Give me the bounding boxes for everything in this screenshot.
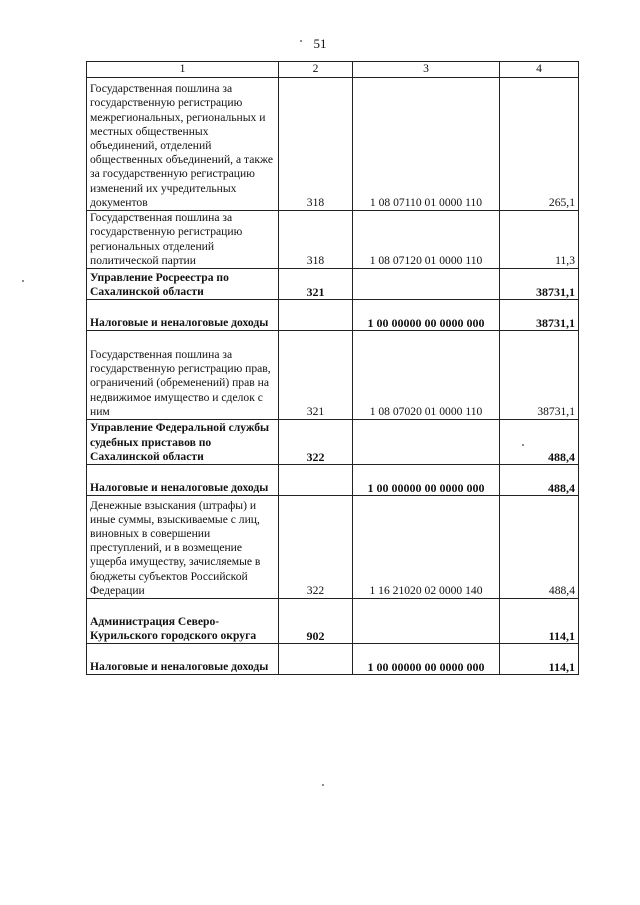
amount-cell: 488,4 [500, 420, 579, 465]
admin-code-cell: 322 [279, 496, 353, 599]
admin-code-cell: 322 [279, 420, 353, 465]
amount-cell: 488,4 [500, 496, 579, 599]
revenue-name-cell: Налоговые и неналоговые доходы [87, 644, 279, 675]
budget-classification-cell [353, 420, 500, 465]
table-row [87, 599, 579, 644]
admin-code-cell [279, 644, 353, 675]
budget-classification-cell: 1 00 00000 00 0000 000 [353, 465, 500, 496]
amount-cell: 114,1 [500, 599, 579, 644]
revenue-name-cell: Администрация Северо-Курильского городского округа [87, 599, 279, 644]
revenue-name-cell: Управление Федеральной службы судебных приставов по Сахалинской области [87, 420, 279, 465]
revenue-name-cell: Денежные взыскания (штрафы) и иные суммы, взыскиваемые с лиц, виновных в совершении преступлений, и в возмещение ущерба имуществу, зачисляемые в бюджеты субъектов Российской Федерации [87, 496, 279, 599]
scan-speck [322, 784, 324, 786]
admin-code-cell: 318 [279, 211, 353, 269]
admin-code-cell: 318 [279, 78, 353, 211]
admin-code-cell: 321 [279, 269, 353, 300]
budget-classification-cell: 1 08 07110 01 0000 110 [353, 78, 500, 211]
column-header: 3 [353, 62, 500, 78]
revenue-name-cell: Государственная пошлина за государственную регистрацию региональных отделений политической партии [87, 211, 279, 269]
table-row [87, 420, 579, 465]
table-row [87, 465, 579, 496]
amount-cell: 114,1 [500, 644, 579, 675]
budget-classification-cell: 1 00 00000 00 0000 000 [353, 300, 500, 331]
table-row [87, 496, 579, 599]
revenue-table [86, 61, 579, 675]
column-header: 2 [279, 62, 353, 78]
revenue-name-cell: Управление Росреестра по Сахалинской области [87, 269, 279, 300]
admin-code-cell [279, 465, 353, 496]
budget-classification-cell [353, 269, 500, 300]
table-row [87, 331, 579, 420]
admin-code-cell: 902 [279, 599, 353, 644]
budget-classification-cell: 1 08 07020 01 0000 110 [353, 331, 500, 420]
budget-classification-cell: 1 16 21020 02 0000 140 [353, 496, 500, 599]
table-row [87, 78, 579, 211]
revenue-name-cell: Государственная пошлина за государственную регистрацию прав, ограничений (обременений) прав на недвижимое имущество и сделок с ним [87, 331, 279, 420]
admin-code-cell: 321 [279, 331, 353, 420]
amount-cell: 38731,1 [500, 269, 579, 300]
table-row [87, 644, 579, 675]
table-row [87, 211, 579, 269]
amount-cell: 38731,1 [500, 331, 579, 420]
amount-cell: 11,3 [500, 211, 579, 269]
scan-speck [22, 280, 24, 282]
column-header: 4 [500, 62, 579, 78]
revenue-name-cell: Налоговые и неналоговые доходы [87, 465, 279, 496]
budget-classification-cell [353, 599, 500, 644]
table-row [87, 300, 579, 331]
amount-cell: 38731,1 [500, 300, 579, 331]
column-header: 1 [87, 62, 279, 78]
budget-classification-cell: 1 08 07120 01 0000 110 [353, 211, 500, 269]
amount-cell: 488,4 [500, 465, 579, 496]
scan-speck [300, 40, 302, 42]
revenue-name-cell: Налоговые и неналоговые доходы [87, 300, 279, 331]
page-number: 51 [313, 36, 327, 51]
admin-code-cell [279, 300, 353, 331]
revenue-name-cell: Государственная пошлина за государственную регистрацию межрегиональных, региональных и местных общественных объединений, отделений общественных объединений, а также за государственную регистрацию изменений их учредительных документов [87, 78, 279, 211]
budget-classification-cell: 1 00 00000 00 0000 000 [353, 644, 500, 675]
amount-cell: 265,1 [500, 78, 579, 211]
table-header-row [87, 62, 579, 78]
table-row [87, 269, 579, 300]
